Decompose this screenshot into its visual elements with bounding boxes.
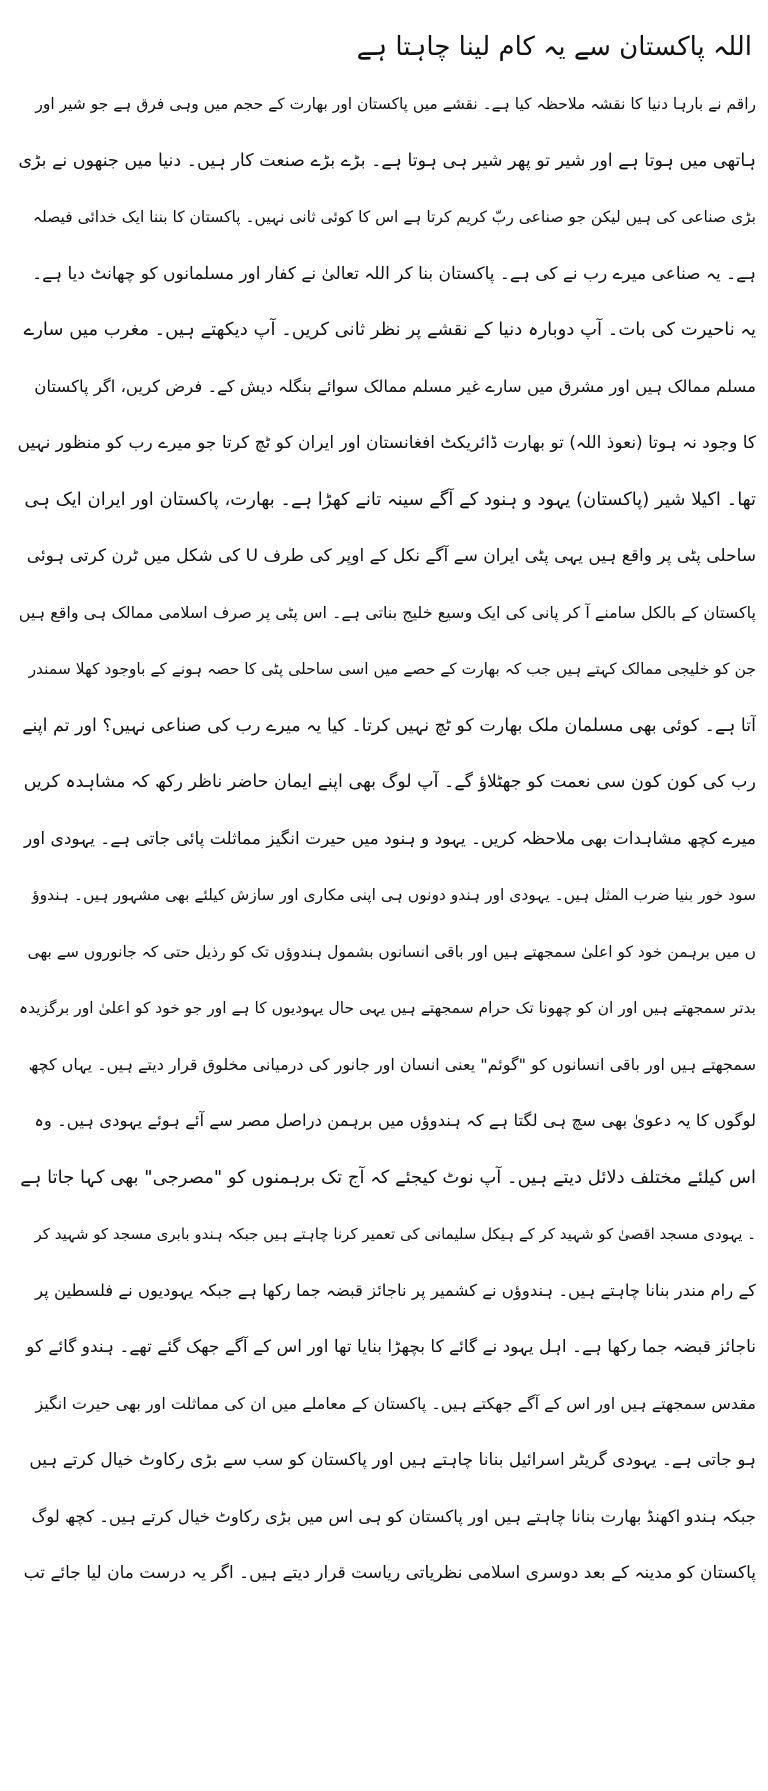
text-line: مقدس سمجھتے ہیں اور اس کے آگے جھکتے ہیں۔ پاکستان کے معاملے میں ان کی مماثلت اور بھی حیرت انگیز — [35, 1393, 756, 1413]
text-line: کے رام مندر بنانا چاہتے ہیں۔ ہندوؤں نے کشمیر پر ناجائز قبضہ جما رکھا ہے جبکہ یہودیوں نے فلسطین پر — [35, 1280, 756, 1300]
text-line: رب کی کون کون سی نعمت کو جھٹلاؤ گے۔ آپ لوگ بھی اپنے ایمان حاضر ناظر رکھ کہ مشاہدہ کریں — [23, 772, 756, 792]
article-heading: اللہ پاکستان سے یہ کام لینا چاہتا ہے — [356, 32, 752, 62]
text-line: ہاتھی میں ہوتا ہے اور شیر تو پھر شیر ہی ہوتا ہے۔ بڑے بڑے صنعت کار ہیں۔ دنیا میں جنھوں نے بڑی — [18, 150, 756, 171]
article-body — [18, 22, 756, 1602]
text-line: ہو جاتی ہے۔ یہودی گریٹر اسرائیل بنانا چاہتے ہیں اور پاکستان کو سب سے بڑی رکاوٹ خیال کرتے ہیں — [29, 1450, 756, 1470]
text-line: میرے کچھ مشاہدات بھی ملاحظہ کریں۔ یہود و ہنود میں حیرت انگیز مماثلت پائی جاتی ہے۔ یہودی اور — [23, 828, 756, 849]
text-line: ۔ یہودی مسجد اقصیٰ کو شہید کر کے ہیکل سلیمانی کی تعمیر کرنا چاہتے ہیں جبکہ ہندو بابری مسجد کو شہید کر — [34, 1225, 756, 1243]
text-line: جن کو خلیجی ممالک کہتے ہیں جب کہ بھارت کے حصے میں اسی ساحلی پٹی کا حصہ ہونے کے باوجود کھلا سمندر — [28, 660, 756, 678]
text-line: لوگوں کا یہ دعویٰ بھی سچ ہی لگتا ہے کہ ہندوؤں میں برہمن دراصل مصر سے آئے ہوئے یہودی ہیں۔ وہ — [34, 1111, 756, 1130]
text-line: بدتر سمجھتے ہیں اور ان کو چھونا تک حرام سمجھتے ہیں یہی حال یہودیوں کا ہے اور جو خود کو اعلیٰ اور برگزیدہ — [19, 999, 756, 1017]
text-line: سمجھتے ہیں اور باقی انسانوں کو "گوئم" یعنی انسان اور جانور کی درمیانی مخلوق قرار دیتے ہیں۔ یہاں کچھ — [28, 1054, 756, 1074]
text-line: جبکہ ہندو اکھنڈ بھارت بنانا چاہتے ہیں اور پاکستان کو ہی اس میں بڑی رکاوٹ خیال کرتے ہیں۔ کچھ لوگ — [31, 1506, 756, 1526]
text-line: پاکستان کو مدینہ کے بعد دوسری اسلامی نظریاتی ریاست قرار دیتے ہیں۔ اگر یہ درست مان لیا جائے تب — [23, 1563, 756, 1583]
text-line: کا وجود نہ ہوتا (نعوذ اللہ) تو بھارت ڈائریکٹ افغانستان اور ایران کو ٹچ کرتا جو میرے رب کو منظور نہیں — [18, 433, 756, 453]
text-line: مسلم ممالک ہیں اور مشرق میں سارے غیر مسلم ممالک سوائے بنگلہ دیش کے۔ فرض کریں، اگر پاکستان — [34, 376, 756, 396]
text-line: ں میں برہمن خود کو اعلیٰ سمجھتے ہیں اور باقی انسانوں بشمول ہندوؤں تک کو رذیل حتی کہ جانوروں سے بھی — [27, 942, 756, 961]
text-line: ناجائز قبضہ جما رکھا ہے۔ اہل یہود نے گائے کا بچھڑا بنایا تھا اور اس کے آگے جھک گئے تھے۔ ہندو گائے کو — [26, 1337, 756, 1357]
text-line: سود خور بنیا ضرب المثل ہیں۔ یہودی اور ہندو دونوں ہی اپنی مکاری اور سازش کیلئے بھی مشہور ہیں۔ ہندوؤ — [32, 886, 756, 904]
text-line: بڑی صناعی کی ہیں لیکن جو صناعی ربّ کریم کرتا ہے اس کا کوئی ثانی نہیں۔ پاکستان کا بننا ایک خدائی فیصلہ — [32, 208, 756, 226]
text-line: راقم نے بارہا دنیا کا نقشہ ملاحظہ کیا ہے۔ نقشے میں پاکستان اور بھارت کے حجم میں وہی فرق ہے جو شیر اور — [35, 95, 756, 113]
text-line: پاکستان کے بالکل سامنے آ کر پانی کی ایک وسیع خلیج بناتی ہے۔ اس پٹی پر صرف اسلامی ممالک ہی واقع ہیں — [18, 602, 756, 622]
text-line: اس کیلئے مختلف دلائل دیتے ہیں۔ آپ نوٹ کیجئے کہ آج تک برہمنوں کو "مصرجی" بھی کہا جاتا ہے — [20, 1166, 756, 1188]
text-line: ساحلی پٹی پر واقع ہیں یہی پٹی ایران سے آگے نکل کے اوپر کی طرف U کی شکل میں ٹرن کرتی ہوئی — [26, 546, 756, 566]
text-line: آتا ہے۔ کوئی بھی مسلمان ملک بھارت کو ٹچ نہیں کرتا۔ کیا یہ میرے رب کی صناعی نہیں؟ اور تم اپنے — [22, 715, 756, 736]
text-line: ہے۔ یہ صناعی میرے رب نے کی ہے۔ پاکستان بنا کر اللہ تعالیٰ نے کفار اور مسلمانوں کو چھانٹ دیا ہے۔ — [32, 263, 756, 284]
article-text — [18, 76, 756, 1602]
text-line: تھا۔ اکیلا شیر (پاکستان) یہود و ہنود کے آگے سینہ تانے کھڑا ہے۔ بھارت، پاکستان اور ایران ایک ہی — [24, 488, 756, 510]
text-line: یہ ناحیرت کی بات۔ آپ دوبارہ دنیا کے نقشے پر نظر ثانی کریں۔ آپ دیکھتے ہیں۔ مغرب میں سارے — [23, 319, 756, 340]
